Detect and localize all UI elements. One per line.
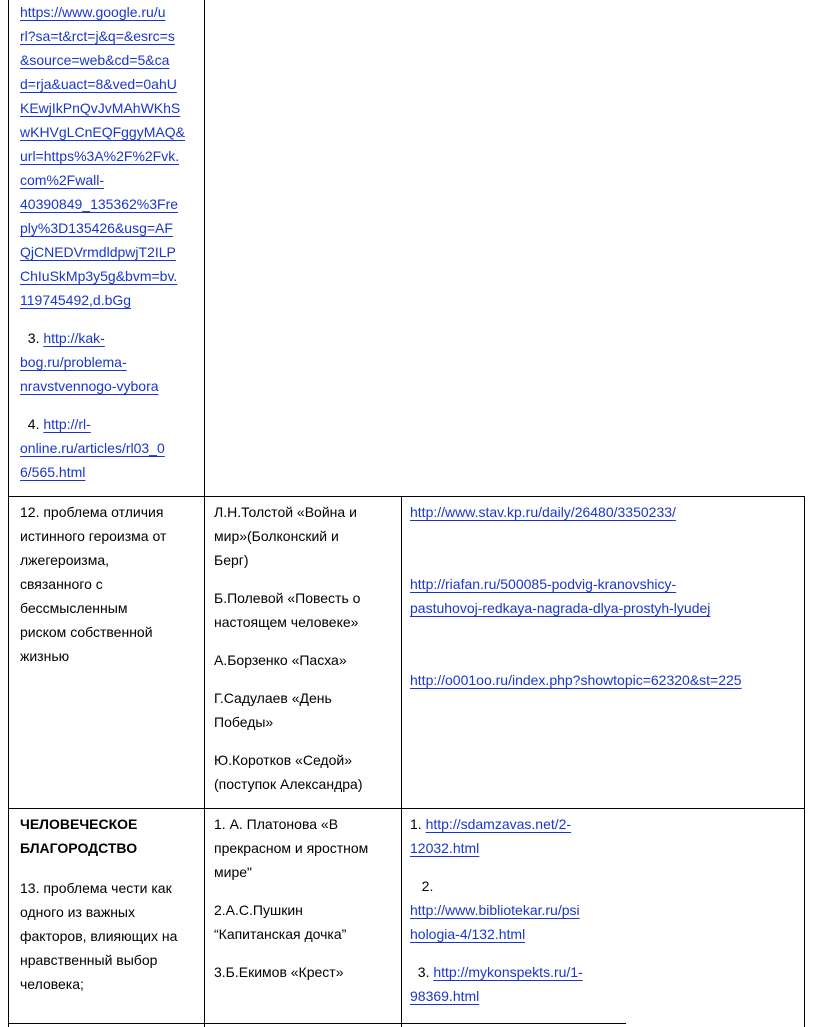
work-text-line: Б.Полевой «Повесть о	[214, 590, 361, 606]
link-line[interactable]: pastuhovoj-redkaya-nagrada-dlya-prostyh-lyudej	[410, 600, 711, 616]
link-line[interactable]: http://www.bibliotekar.ru/psi	[410, 902, 580, 918]
work-text-line: Г.Садулаев «День	[214, 690, 332, 706]
work-item	[214, 686, 400, 734]
link-line[interactable]: http://sdamzavas.net/2-	[425, 816, 572, 832]
work-text-line: прекрасном и яростном	[214, 840, 369, 856]
link-line[interactable]: 6/565.html	[20, 464, 86, 480]
work-text-line: 1. А. Платонова «В	[214, 816, 339, 832]
problem-text-line: одного из важных	[20, 904, 135, 920]
link-item[interactable]	[410, 572, 802, 620]
problem-text-line: человека;	[20, 976, 84, 992]
top-links-cell	[20, 0, 202, 484]
work-text-line: “Капитанская дочка”	[214, 926, 347, 942]
link-line[interactable]: bog.ru/problema-	[20, 354, 127, 370]
problem-text-line: нравственный выбор	[20, 952, 158, 968]
link-line[interactable]: nravstvennogo-vybora	[20, 378, 159, 394]
link-line[interactable]: KEwjIkPnQvJvMAhWKhS	[20, 100, 181, 116]
link-line[interactable]: url=https%3A%2F%2Fvk.	[20, 148, 180, 164]
work-text-line: А.Борзенко «Пасха»	[214, 652, 347, 668]
work-item	[214, 648, 400, 672]
list-number: 3.	[27, 330, 40, 346]
work-text-line: Ю.Коротков «Седой»	[214, 752, 352, 768]
link-item-4[interactable]	[20, 412, 202, 484]
problem-text-line: истинного героизма от	[20, 528, 167, 544]
work-text-line: (поступок Александра)	[214, 776, 363, 792]
link-line[interactable]: http://rl-	[43, 416, 91, 432]
link-line[interactable]: online.ru/articles/rl03_0	[20, 440, 165, 456]
work-text-line: Берг)	[214, 552, 249, 568]
row12-works-cell	[214, 500, 400, 796]
problem-text-line: 13. проблема чести как	[20, 880, 172, 896]
problem-text-line: лжегероизма,	[20, 552, 110, 568]
link-item-3[interactable]	[410, 960, 630, 1008]
link-line[interactable]: ChIuSkMp3y5g&bvm=bv.	[20, 268, 178, 284]
link-line[interactable]: http://riafan.ru/500085-podvig-kranovshicy-	[410, 576, 677, 592]
work-text-line: мире"	[214, 864, 252, 880]
link-line[interactable]: 12032.html	[410, 840, 480, 856]
link-line[interactable]: http://kak-	[43, 330, 105, 346]
table-border-right	[804, 496, 805, 1027]
link-line[interactable]: ply%3D135426&usg=AF	[20, 220, 173, 236]
work-text-line: настоящем человеке»	[214, 614, 359, 630]
link-line[interactable]: rl?sa=t&rct=j&q=&esrc=s	[20, 28, 175, 44]
link-line[interactable]: http://www.stav.kp.ru/daily/26480/3350233/	[410, 504, 676, 520]
link-line[interactable]: &source=web&cd=5&ca	[20, 52, 170, 68]
link-item-2[interactable]	[410, 874, 630, 946]
work-text-line: Победы»	[214, 714, 274, 730]
link-item-3[interactable]	[20, 326, 202, 398]
work-item	[214, 586, 400, 634]
problem-text-line: жизнью	[20, 648, 70, 664]
work-item	[214, 748, 400, 796]
section-heading-line: ЧЕЛОВЕЧЕСКОЕ	[20, 816, 138, 832]
link-line[interactable]: 98369.html	[410, 988, 480, 1004]
work-item	[214, 812, 400, 884]
work-text-line: Л.Н.Толстой «Война и	[214, 504, 357, 520]
problem-text-line: риском собственной	[20, 624, 153, 640]
work-text-line: 2.А.С.Пушкин	[214, 902, 303, 918]
link-item-1[interactable]	[410, 812, 630, 860]
table-border-col1-right	[204, 0, 205, 1027]
link-line[interactable]: hologia-4/132.html	[410, 926, 526, 942]
work-item	[214, 898, 400, 946]
work-item	[214, 500, 400, 572]
link-line[interactable]: QjCNEDVrmdldpwjT2ILP	[20, 244, 176, 260]
table-border-col2-right	[401, 496, 402, 1027]
row13-works-cell	[214, 812, 400, 984]
table-row-divider-1	[8, 496, 805, 497]
list-number: 2.	[421, 878, 434, 894]
problem-text-line: бессмысленным	[20, 600, 128, 616]
table-bottom-partial	[8, 1023, 626, 1024]
link-line[interactable]: https://www.google.ru/u	[20, 4, 166, 20]
link-line[interactable]: 40390849_135362%3Fre	[20, 196, 179, 212]
row12-links-cell	[410, 500, 802, 692]
link-line[interactable]: d=rja&uact=8&ved=0ahU	[20, 76, 177, 92]
long-google-link[interactable]	[20, 0, 202, 312]
link-item[interactable]	[410, 500, 802, 524]
work-text-line: 3.Б.Екимов «Крест»	[214, 964, 344, 980]
problem-text-line: факторов, влияющих на	[20, 928, 178, 944]
list-number: 3.	[417, 964, 430, 980]
link-line[interactable]: com%2Fwall-	[20, 172, 105, 188]
problem-text-line: 12. проблема отличия	[20, 504, 164, 520]
work-item	[214, 960, 400, 984]
link-item[interactable]	[410, 668, 802, 692]
link-line[interactable]: wKHVgLCnEQFggyMAQ&	[20, 124, 185, 140]
work-text-line: мир»(Болконский и	[214, 528, 339, 544]
link-line[interactable]: http://o001oo.ru/index.php?showtopic=62320&st=225	[410, 672, 742, 688]
link-line[interactable]: 119745492,d.bGg	[20, 292, 132, 308]
list-number: 4.	[27, 416, 40, 432]
row12-problem-cell	[20, 500, 202, 668]
list-number: 1.	[410, 816, 422, 832]
table-row-divider-2	[8, 808, 805, 809]
row13-links-cell	[410, 812, 630, 1008]
table-border-left	[8, 0, 9, 1027]
problem-text-line: связанного с	[20, 576, 103, 592]
row13-problem-cell	[20, 812, 202, 996]
section-heading-line: БЛАГОРОДСТВО	[20, 840, 138, 856]
link-line[interactable]: http://mykonspekts.ru/1-	[433, 964, 583, 980]
